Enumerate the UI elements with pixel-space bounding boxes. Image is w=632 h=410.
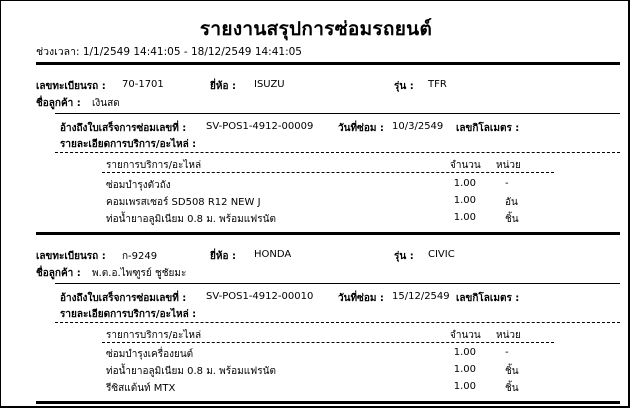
date-value: 15/12/2549	[392, 291, 450, 302]
ref-label: อ้างถึงใบเสร็จการซ่อมเลขที่ :	[60, 123, 187, 134]
item-qty: 1.00	[453, 347, 476, 358]
section-divider	[36, 62, 620, 65]
date-label: วันที่ซ่อม :	[338, 123, 384, 134]
item-qty: 1.00	[453, 364, 476, 375]
item-unit: ชิ้น	[505, 383, 519, 394]
item-unit: อัน	[505, 197, 518, 208]
col-qty-header: จำนวน	[450, 160, 481, 171]
record-divider	[55, 113, 620, 114]
items-header-divider	[102, 342, 554, 343]
model-value: TFR	[428, 79, 447, 90]
col-item-header: รายการบริการ/อะไหล่	[106, 330, 202, 341]
item-name: ซ่อมบำรุงตัวถัง	[106, 180, 171, 191]
items-header-divider	[102, 172, 554, 173]
item-unit: ชิ้น	[505, 366, 519, 377]
col-qty-header: จำนวน	[450, 330, 481, 341]
record-divider	[55, 283, 620, 284]
item-unit: ชิ้น	[505, 214, 519, 225]
item-unit: -	[505, 178, 509, 189]
ref-value: SV-POS1-4912-00009	[206, 121, 314, 132]
mileage-label: เลขกิโลเมตร :	[456, 293, 520, 304]
brand-value: HONDA	[254, 249, 292, 260]
customer-label: ชื่อลูกค้า :	[36, 268, 81, 279]
plate-label: เลขทะเบียนรถ :	[36, 81, 106, 92]
brand-label: ยี่ห้อ :	[210, 251, 236, 262]
item-name: ท่อน้ำยาอลูมิเนียม 0.8 ม. พร้อมแฟรนัต	[106, 366, 276, 377]
section-divider	[36, 232, 620, 235]
ref-value: SV-POS1-4912-00010	[206, 291, 314, 302]
item-unit: -	[505, 347, 509, 358]
col-unit-header: หน่วย	[496, 160, 521, 171]
customer-label: ชื่อลูกค้า :	[36, 98, 81, 109]
brand-label: ยี่ห้อ :	[210, 81, 236, 92]
item-name: รีซิสแต้นท์ MTX	[106, 383, 176, 394]
item-name: ซ่อมบำรุงเครื่องยนต์	[106, 349, 194, 360]
item-name: คอมเพรสเซอร์ SD508 R12 NEW J	[106, 197, 261, 208]
date-value: 10/3/2549	[392, 121, 444, 132]
item-qty: 1.00	[453, 195, 476, 206]
ref-label: อ้างถึงใบเสร็จการซ่อมเลขที่ :	[60, 293, 187, 304]
date-label: วันที่ซ่อม :	[338, 293, 384, 304]
details-divider	[55, 322, 620, 323]
customer-value: พ.ต.อ.ไพฑูรย์ ชูชัยมะ	[92, 268, 187, 279]
report-period: ช่วงเวลา: 1/1/2549 14:41:05 - 18/12/2549 14:41:05	[36, 46, 302, 58]
brand-value: ISUZU	[254, 79, 285, 90]
item-qty: 1.00	[453, 212, 476, 223]
item-qty: 1.00	[453, 178, 476, 189]
details-divider	[55, 152, 620, 153]
item-qty: 1.00	[453, 381, 476, 392]
details-label: รายละเอียดการบริการ/อะไหล่ :	[60, 309, 197, 320]
section-divider	[36, 401, 620, 404]
item-name: ท่อน้ำยาอลูมิเนียม 0.8 ม. พร้อมแฟรนัต	[106, 214, 276, 225]
plate-label: เลขทะเบียนรถ :	[36, 251, 106, 262]
mileage-label: เลขกิโลเมตร :	[456, 123, 520, 134]
customer-value: เงินสด	[92, 98, 120, 109]
model-label: รุ่น :	[394, 81, 414, 92]
details-label: รายละเอียดการบริการ/อะไหล่ :	[60, 139, 197, 150]
col-item-header: รายการบริการ/อะไหล่	[106, 160, 202, 171]
model-label: รุ่น :	[394, 251, 414, 262]
col-unit-header: หน่วย	[496, 330, 521, 341]
plate-value: ก-9249	[122, 251, 158, 262]
plate-value: 70-1701	[122, 79, 164, 90]
report-title: รายงานสรุปการซ่อมรถยนต์	[199, 18, 433, 40]
model-value: CIVIC	[428, 249, 455, 260]
